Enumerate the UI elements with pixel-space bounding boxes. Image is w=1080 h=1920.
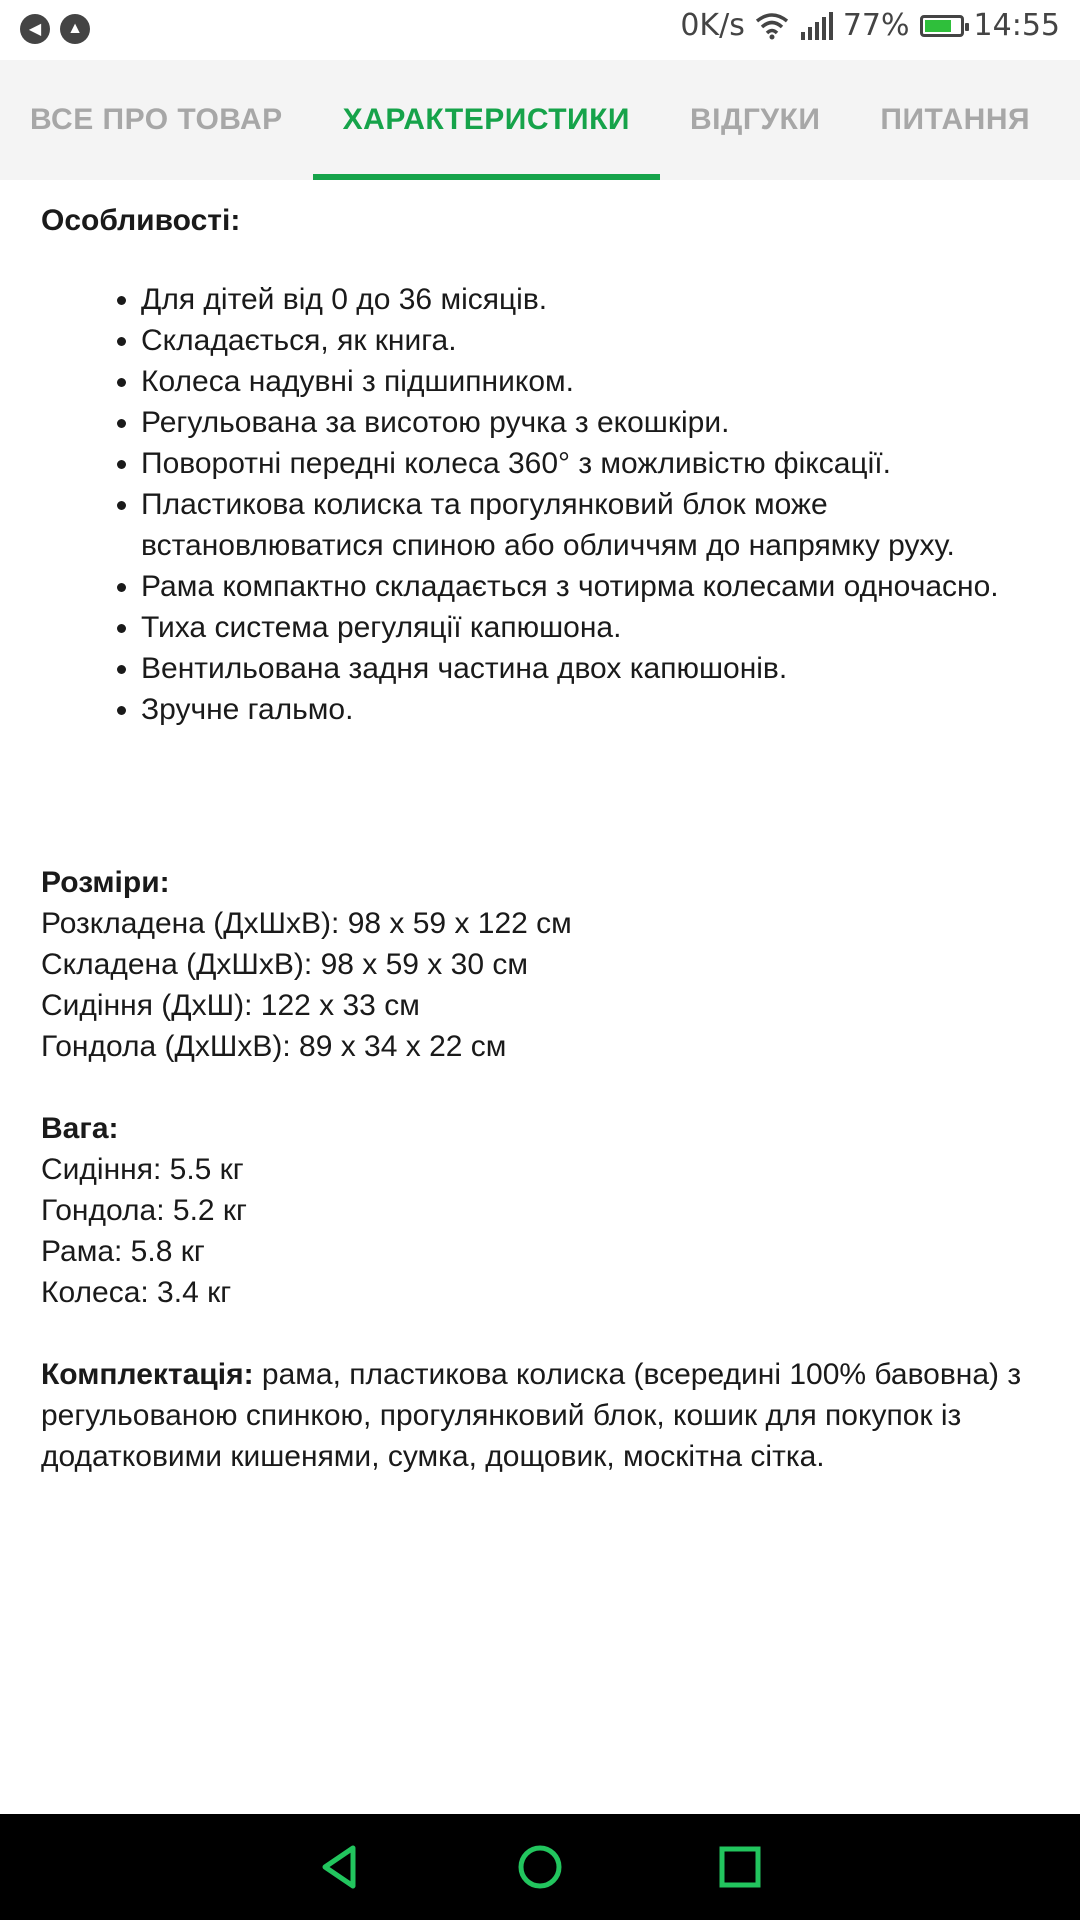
dimension-line: Гондола (ДхШхВ): 89 x 34 x 22 см xyxy=(41,1030,507,1063)
dimension-line: Розкладена (ДхШхВ): 98 x 59 x 122 см xyxy=(41,907,572,940)
app-icon: ▲ xyxy=(60,14,90,44)
list-item: • Регульована за висотою ручка з екошкіри. xyxy=(141,402,1041,443)
battery-icon xyxy=(920,15,964,37)
list-item: • Складається, як книга. xyxy=(141,320,1041,361)
list-item: • Зручне гальмо. xyxy=(141,689,1041,730)
weight-line: Сидіння: 5.5 кг xyxy=(41,1153,244,1186)
status-left-icons xyxy=(20,14,90,44)
package-title: Комплектація: xyxy=(41,1358,254,1391)
package-text: рама, пластикова колиска (всередині 100% бавовна) з регульованою спинкою, прогулянковий блок, кошик для покупок із додатковими кишенями, сумка, дощовик, москітна сітка. xyxy=(41,1358,1022,1473)
list-item: • Для дітей від 0 до 36 місяців. xyxy=(141,279,1041,320)
list-item: • Поворотні передні колеса 360° з можливістю фіксації. xyxy=(141,443,1041,484)
recents-icon[interactable] xyxy=(715,1842,765,1892)
features-title: Особливості: xyxy=(41,204,241,237)
tab-bar xyxy=(0,60,1080,180)
notification-icon: ◀ xyxy=(20,14,50,44)
back-icon[interactable] xyxy=(315,1842,365,1892)
tab-all-about-product[interactable]: ВСЕ ПРО ТОВАР xyxy=(30,103,283,136)
clock: 14:55 xyxy=(973,8,1060,43)
tab-reviews[interactable]: ВІДГУКИ xyxy=(690,103,821,136)
tab-questions[interactable]: ПИТАННЯ xyxy=(880,103,1031,136)
weight-line: Колеса: 3.4 кг xyxy=(41,1276,232,1309)
characteristics-content xyxy=(41,200,1041,1477)
tab-characteristics[interactable]: ХАРАКТЕРИСТИКИ xyxy=(313,60,660,180)
status-right xyxy=(680,8,1060,43)
list-item: • Пластикова колиска та прогулянковий блок може встановлюватися спиною або обличчям до напрямку руху. xyxy=(141,484,1041,566)
wifi-icon xyxy=(755,12,789,40)
list-item: • Вентильована задня частина двох капюшонів. xyxy=(141,648,1041,689)
net-speed: 0K/s xyxy=(680,8,745,43)
home-icon[interactable] xyxy=(515,1842,565,1892)
list-item: • Колеса надувні з підшипником. xyxy=(141,361,1041,402)
features-list xyxy=(41,279,1041,730)
list-item: • Тиха система регуляції капюшона. xyxy=(141,607,1041,648)
list-item: • Рама компактно складається з чотирма колесами одночасно. xyxy=(141,566,1041,607)
signal-icon xyxy=(799,12,833,40)
package-paragraph xyxy=(41,1354,1041,1477)
dimensions-title: Розміри: xyxy=(41,866,170,899)
battery-fill xyxy=(925,20,951,32)
weight-line: Гондола: 5.2 кг xyxy=(41,1194,247,1227)
dimension-line: Сидіння (ДхШ): 122 x 33 см xyxy=(41,989,420,1022)
weight-line: Рама: 5.8 кг xyxy=(41,1235,205,1268)
battery-percent: 77% xyxy=(842,8,910,43)
weight-title: Вага: xyxy=(41,1112,119,1145)
system-nav-bar xyxy=(0,1814,1080,1920)
status-bar xyxy=(0,0,1080,60)
battery-tip xyxy=(965,23,969,31)
dimension-line: Складена (ДхШхВ): 98 x 59 x 30 см xyxy=(41,948,528,981)
